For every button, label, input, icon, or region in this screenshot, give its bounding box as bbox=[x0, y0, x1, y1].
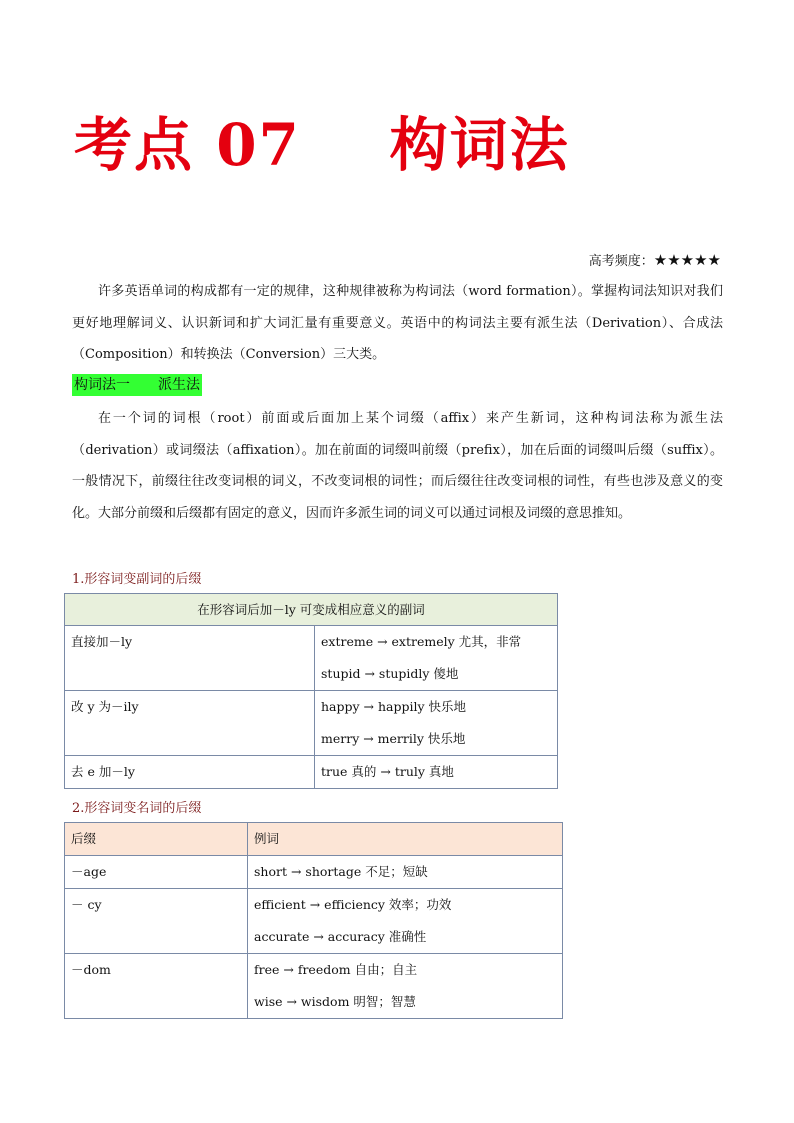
example-text: efficient → efficiency 效率；功效 bbox=[254, 897, 452, 912]
example-text: short → shortage 不足；短缺 bbox=[254, 864, 428, 879]
example-cell bbox=[248, 856, 563, 889]
example-cell bbox=[315, 626, 558, 691]
example-cell bbox=[315, 691, 558, 756]
table-row bbox=[65, 954, 563, 1019]
page-title: 考点 07 构词法 bbox=[74, 111, 570, 179]
rule-cell: 改 y 为－ily bbox=[65, 691, 315, 756]
column-header-examples: 例词 bbox=[248, 823, 563, 856]
frequency-label: 高考频度： bbox=[588, 254, 654, 269]
table-row bbox=[65, 626, 558, 691]
rule-cell: 直接加－ly bbox=[65, 626, 315, 691]
table-header: 在形容词后加－ly 可变成相应意义的副词 bbox=[65, 594, 558, 626]
table-row bbox=[65, 756, 558, 789]
example-text: free → freedom 自由；自主 bbox=[254, 962, 418, 977]
suffix-cell: －dom bbox=[65, 954, 248, 1019]
subheading-adj-to-adv: 1.形容词变副词的后缀 bbox=[72, 572, 202, 587]
example-text: stupid → stupidly 傻地 bbox=[321, 666, 459, 681]
table-row bbox=[65, 889, 563, 954]
example-cell bbox=[315, 756, 558, 789]
example-text: happy → happily 快乐地 bbox=[321, 699, 467, 714]
table-row bbox=[65, 691, 558, 756]
example-text: true 真的 → truly 真地 bbox=[321, 764, 454, 779]
section-heading-derivation: 构词法一 派生法 bbox=[72, 374, 202, 396]
example-text: extreme → extremely 尤其，非常 bbox=[321, 634, 522, 649]
example-cell bbox=[248, 889, 563, 954]
star-rating-icon: ★★★★★ bbox=[653, 251, 721, 269]
intro-paragraph: 许多英语单词的构成都有一定的规律，这种规律被称为构词法（word formation）。掌握构词法知识对我们更好地理解词义、认识新词和扩大词汇量有重要意义。英语中的构词法主要有派生法（Derivation）、合成法（Composition）和转换法（Conversion）三大类。 bbox=[72, 284, 723, 362]
example-text: merry → merrily 快乐地 bbox=[321, 731, 466, 746]
column-header-suffix: 后缀 bbox=[65, 823, 248, 856]
table-row bbox=[65, 856, 563, 889]
rule-cell: 去 e 加－ly bbox=[65, 756, 315, 789]
derivation-paragraph: 在一个词的词根（root）前面或后面加上某个词缀（affix）来产生新词，这种构词法称为派生法（derivation）或词缀法（affixation）。加在前面的词缀叫前缀（prefix），加在后面的词缀叫后缀（suffix）。一般情况下，前缀往往改变词根的词义，不改变词根的词性；而后缀往往改变词根的词性，有些也涉及意义的变化。大部分前缀和后缀都有固定的意义，因而许多派生词的词义可以通过词根及词缀的意思推知。 bbox=[72, 411, 723, 521]
suffix-cell: － cy bbox=[65, 889, 248, 954]
frequency-rating bbox=[589, 250, 721, 269]
adj-to-noun-table bbox=[64, 822, 563, 1019]
example-text: wise → wisdom 明智；智慧 bbox=[254, 994, 416, 1009]
example-text: accurate → accuracy 准确性 bbox=[254, 929, 427, 944]
subheading-adj-to-noun: 2.形容词变名词的后缀 bbox=[72, 801, 202, 816]
adj-to-adv-table bbox=[64, 593, 558, 789]
suffix-cell: －age bbox=[65, 856, 248, 889]
example-cell bbox=[248, 954, 563, 1019]
